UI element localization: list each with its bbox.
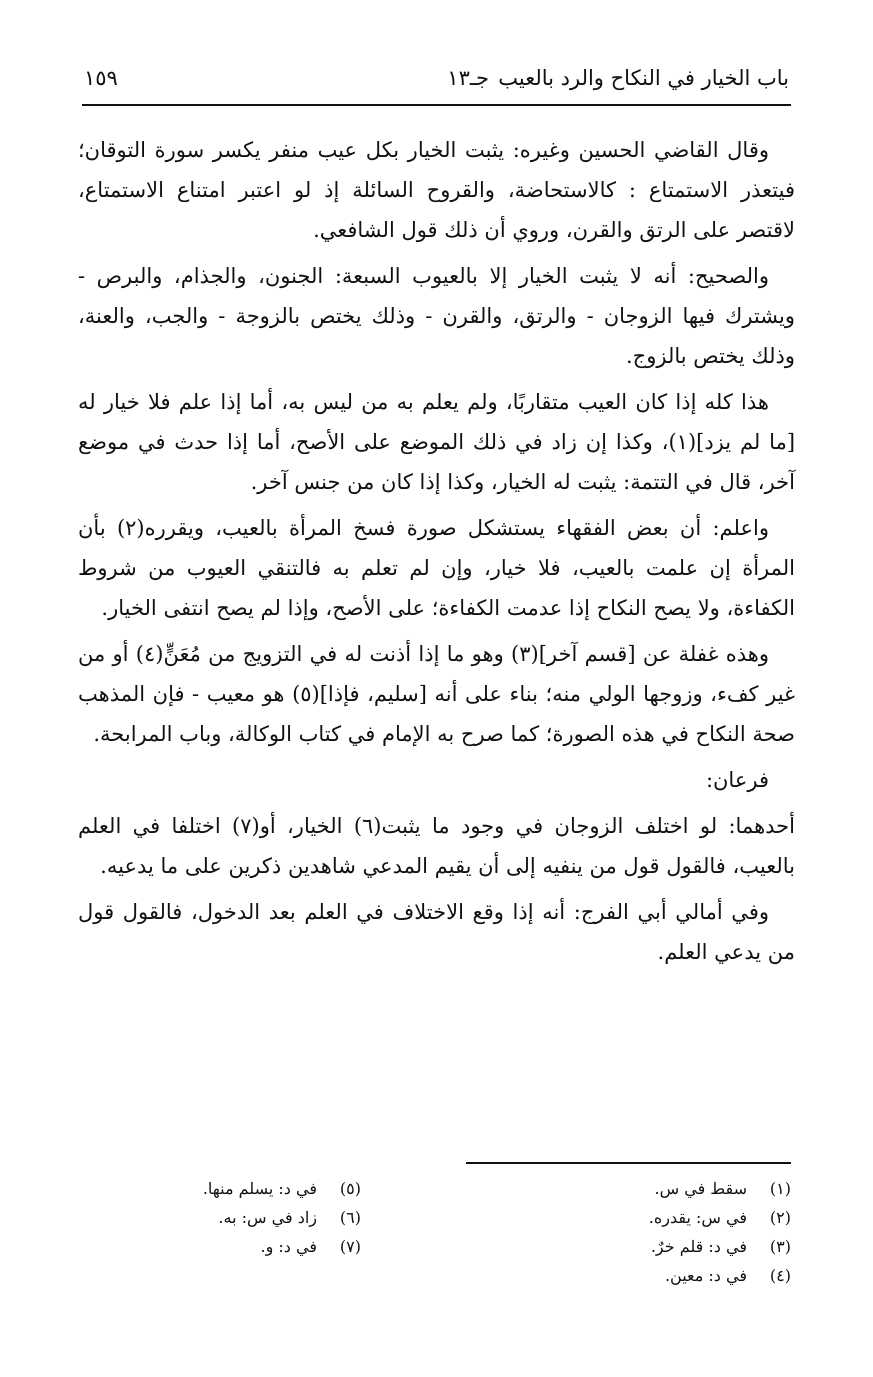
paragraph: وهذه غفلة عن [قسم آخر](٣) وهو ما إذا أذنت له في التزويج من مُعَنٍّ(٤) أو من غير كفء، وزوجها الولي منه؛ بناء على أنه [سليم، فإذا](٥) هو معيب - فإن المذهب صحة النكاح في هذه الصورة؛ كما صرح به الإمام في كتاب الوكالة، وباب المرابحة. [78,642,796,746]
footnote-item [461,1261,791,1290]
footnotes-left-column [61,1174,361,1261]
footnote-item [461,1232,791,1261]
footnote-number: (٥) [339,1179,361,1198]
footnote-text: في د: قلم خرٌ. [650,1237,747,1256]
subheading: فرعان: [705,768,769,792]
footnote-number: (٢) [769,1208,791,1227]
page-number: ١٥٩ [84,66,118,90]
footnotes-right-column [461,1174,791,1290]
main-text [78,130,795,978]
footnote-text: في د: و. [260,1237,317,1256]
paragraph: وفي أمالي أبي الفرج: أنه إذا وقع الاختلاف في العلم بعد الدخول، فالقول قول من يدعي العلم. [78,900,795,964]
footnote-number: (٦) [339,1208,361,1227]
footnote-rule [466,1162,791,1164]
footnote-number: (١) [769,1179,791,1198]
page-header [84,60,789,100]
running-title: باب الخيار في النكاح والرد بالعيب [498,66,789,90]
footnote-text: زاد في س: به. [218,1208,317,1227]
paragraph: أحدهما: لو اختلف الزوجان في وجود ما يثبت(٦) الخيار، أو(٧) اختلفا في العلم بالعيب، فالقول قول من ينفيه إلى أن يقيم المدعي شاهدين ذكرين على ما يدعيه. [78,814,795,878]
footnote-text: في د: معين. [664,1266,747,1285]
paragraph: والصحيح: أنه لا يثبت الخيار إلا بالعيوب السبعة: الجنون، والجذام، والبرص - ويشترك فيها الزوجان - والرتق، والقرن - وذلك يختص بالزوجة - والجب، والعنة، وذلك يختص بالزوج. [78,264,795,368]
footnote-text: سقط في س. [654,1179,747,1198]
footnote-text: في د: يسلم منها. [202,1179,317,1198]
footnote-item [461,1174,791,1203]
footnote-number: (٧) [339,1237,361,1256]
footnote-text: في س: يقدره. [648,1208,747,1227]
paragraph: هذا كله إذا كان العيب متقاربًا، ولم يعلم به من ليس به، أما إذا علم فلا خيار له [ما لم يزد](١)، وكذا إن زاد في ذلك الموضع على الأصح، أما إذا حدث في موضع آخر، قال في التتمة: يثبت له الخيار، وكذا إذا كان من جنس آخر. [78,390,796,494]
footnote-item [61,1232,361,1261]
paragraph: واعلم: أن بعض الفقهاء يستشكل صورة فسخ المرأة بالعيب، ويقرره(٢) بأن المرأة إن علمت بالعيب، فلا خيار، وإن لم تعلم به فالتنقي العيوب من شروط الكفاءة، ولا يصح النكاح إذا عدمت الكفاءة؛ على الأصح، وإذا لم يصح انتفى الخيار. [78,516,795,620]
header-rule [82,104,791,106]
footnote-number: (٤) [769,1266,791,1285]
volume-label: جـ١٣ [447,66,489,90]
footnote-item [461,1203,791,1232]
paragraph: وقال القاضي الحسين وغيره: يثبت الخيار بكل عيب منفر يكسر سورة التوقان؛ فيتعذر الاستمتاع : كالاستحاضة، والقروح السائلة إذ لو اعتبر امتناع الاستمتاع، لاقتصر على الرتق والقرن، وروي أن ذلك قول الشافعي. [78,138,795,242]
footnote-item [61,1203,361,1232]
footnote-item [61,1174,361,1203]
footnote-number: (٣) [769,1237,791,1256]
